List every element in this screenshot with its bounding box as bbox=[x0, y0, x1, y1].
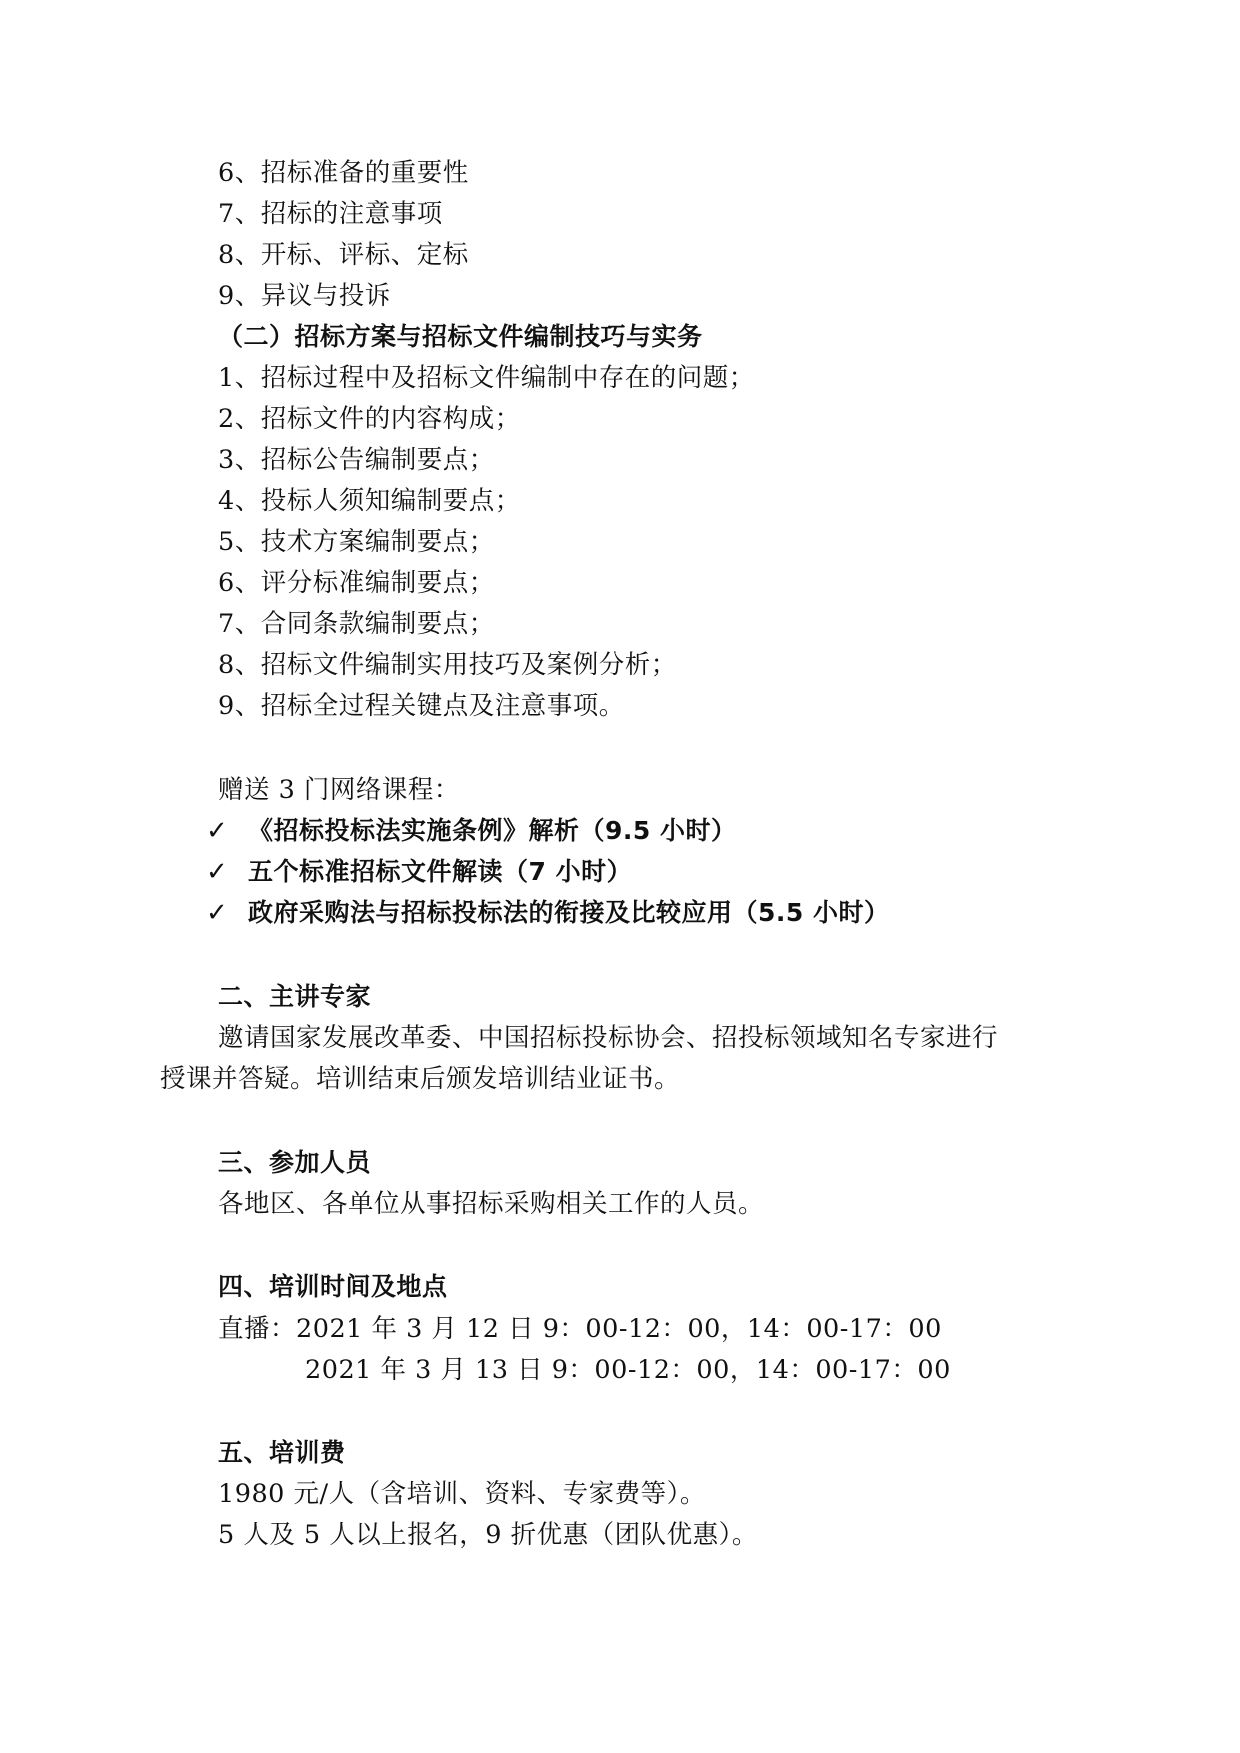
section-two-heading: （二）招标方案与招标文件编制技巧与实务 bbox=[218, 322, 703, 351]
check-icon: ✓ bbox=[206, 898, 228, 928]
schedule-line2: 2021 年 3 月 13 日 9：00-12：00，14：00-17：00 bbox=[305, 1355, 951, 1385]
section-two-item: 3、招标公告编制要点； bbox=[218, 445, 495, 475]
schedule-heading: 四、培训时间及地点 bbox=[218, 1272, 448, 1301]
section-two-item: 5、技术方案编制要点； bbox=[218, 527, 495, 557]
experts-heading: 二、主讲专家 bbox=[218, 982, 372, 1011]
section-one-item: 9、异议与投诉 bbox=[218, 281, 391, 311]
section-two-item: 7、合同条款编制要点； bbox=[218, 609, 495, 639]
section-two-item: 8、招标文件编制实用技巧及案例分析； bbox=[218, 650, 677, 680]
participants-heading: 三、参加人员 bbox=[218, 1148, 372, 1177]
experts-text-line2: 授课并答疑。培训结束后颁发培训结业证书。 bbox=[160, 1064, 681, 1094]
bonus-course: 政府采购法与招标投标法的衔接及比较应用（5.5 小时） bbox=[248, 898, 890, 927]
section-one-item: 7、招标的注意事项 bbox=[218, 199, 443, 229]
section-one-item: 6、招标准备的重要性 bbox=[218, 158, 469, 188]
fee-heading: 五、培训费 bbox=[218, 1438, 346, 1467]
section-two-item: 1、招标过程中及招标文件编制中存在的问题； bbox=[218, 363, 755, 393]
check-icon: ✓ bbox=[206, 816, 228, 846]
bonus-course: 五个标准招标文件解读（7 小时） bbox=[248, 857, 633, 886]
section-two-item: 2、招标文件的内容构成； bbox=[218, 404, 521, 434]
check-icon: ✓ bbox=[206, 857, 228, 887]
participants-text: 各地区、各单位从事招标采购相关工作的人员。 bbox=[218, 1189, 765, 1219]
fee-line1: 1980 元/人（含培训、资料、专家费等）。 bbox=[218, 1479, 706, 1509]
experts-text-line1: 邀请国家发展改革委、中国招标投标协会、招投标领域知名专家进行 bbox=[218, 1023, 999, 1053]
section-two-item: 6、评分标准编制要点； bbox=[218, 568, 495, 598]
section-two-item: 4、投标人须知编制要点； bbox=[218, 486, 521, 516]
bonus-course: 《招标投标法实施条例》解析（9.5 小时） bbox=[248, 816, 737, 845]
schedule-line1: 直播：2021 年 3 月 12 日 9：00-12：00，14：00-17：00 bbox=[218, 1314, 942, 1344]
section-one-item: 8、开标、评标、定标 bbox=[218, 240, 469, 270]
section-two-item: 9、招标全过程关键点及注意事项。 bbox=[218, 691, 625, 721]
bonus-intro: 赠送 3 门网络课程： bbox=[218, 775, 460, 805]
fee-line2: 5 人及 5 人以上报名，9 折优惠（团队优惠）。 bbox=[218, 1520, 758, 1550]
